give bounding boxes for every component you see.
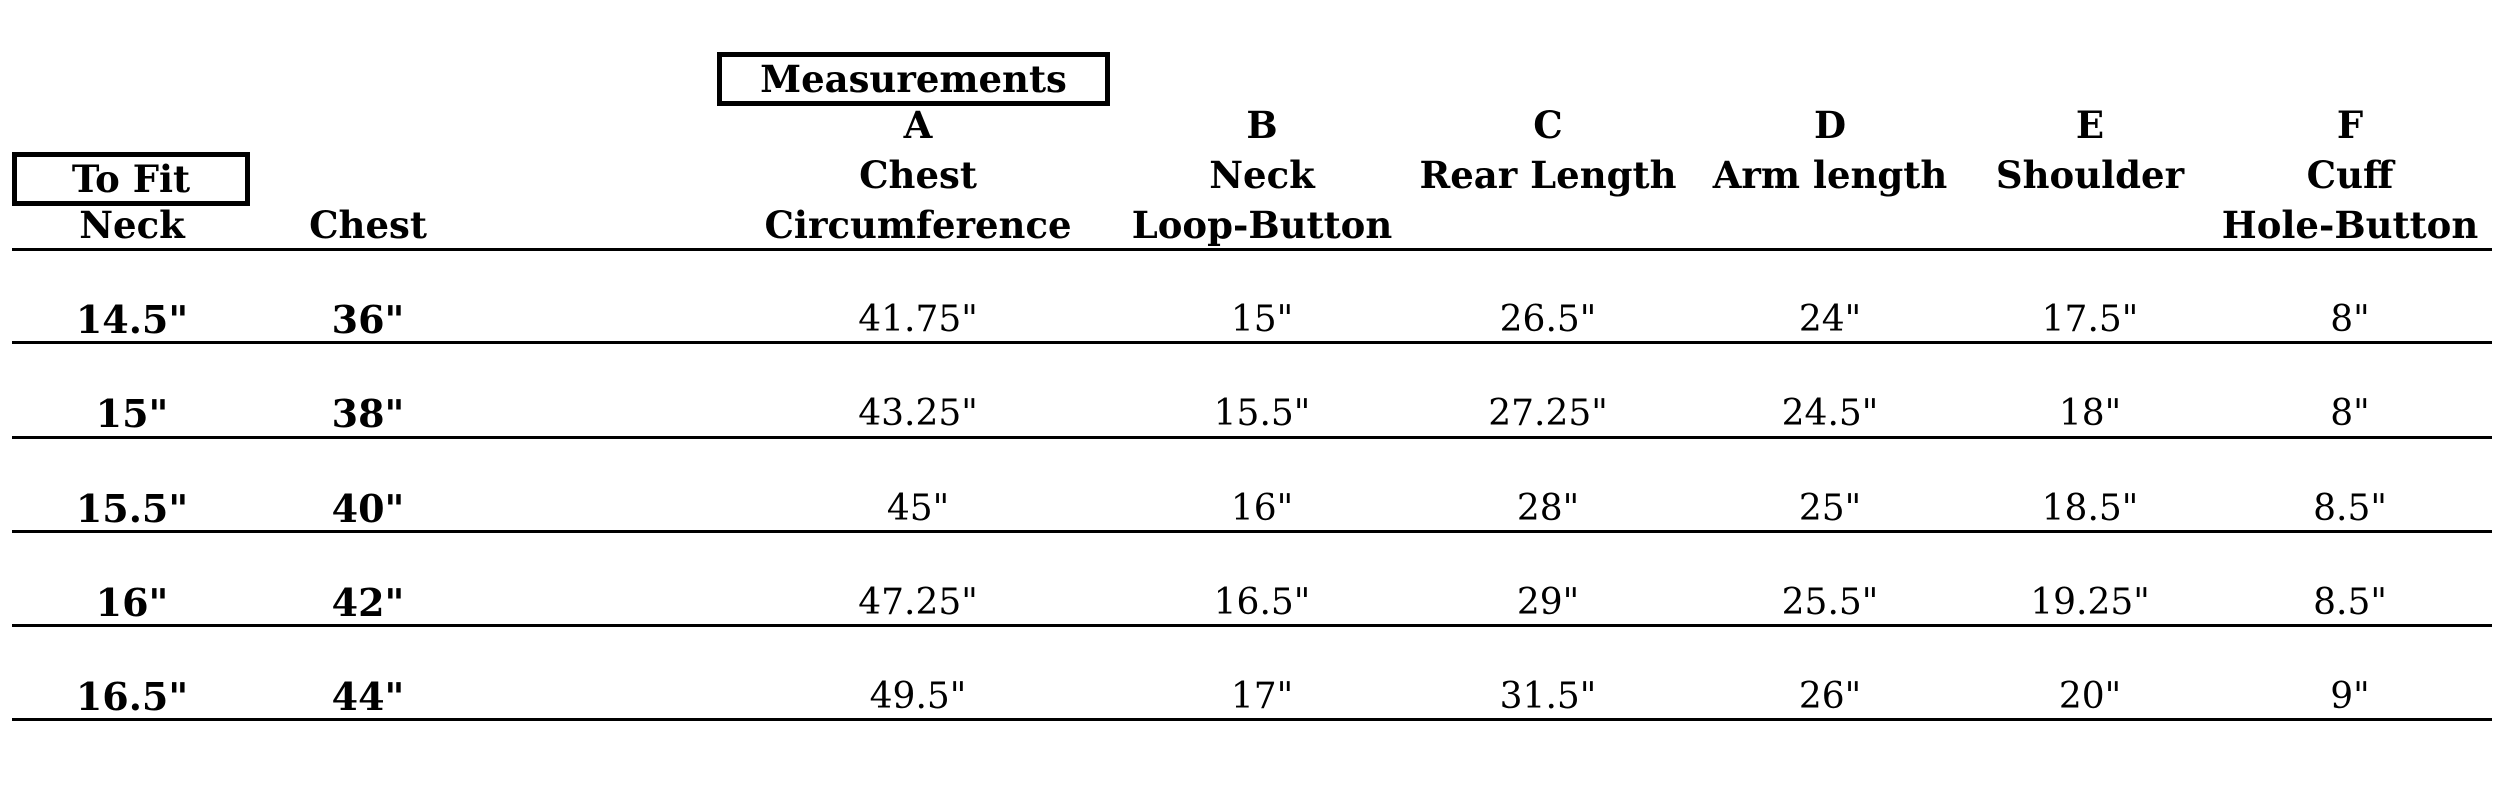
header-b-line-3: Loop-Button [1131,203,1393,247]
cell-b: 17" [1230,676,1294,717]
header-divider [12,248,2492,251]
header-chest-line-3: Chest [309,203,427,247]
header-neck-line-3: Neck [79,203,185,247]
cell-c: 31.5" [1499,676,1597,717]
cell-neck: 16.5" [75,674,189,719]
cell-a: 47.25" [858,582,978,623]
header-a-line-2: Chest [859,153,977,197]
header-b-line-2: Neck [1209,153,1315,197]
cell-a: 43.25" [858,393,978,434]
cell-f: 8" [2330,393,2370,434]
header-a-line-3: Circumference [764,203,1072,247]
cell-a: 49.5" [869,676,967,717]
cell-b: 16" [1230,488,1294,529]
cell-c: 26.5" [1499,299,1597,340]
cell-chest: 36" [331,297,405,342]
header-a-line-1: A [903,103,933,147]
cell-a: 41.75" [858,299,978,340]
cell-d: 24" [1798,299,1862,340]
cell-b: 15.5" [1213,393,1311,434]
cell-f: 8.5" [2313,582,2387,623]
cell-c: 28" [1516,488,1580,529]
cell-e: 18" [2058,393,2122,434]
cell-d: 25.5" [1781,582,1879,623]
cell-chest: 42" [331,580,405,625]
cell-b: 16.5" [1213,582,1311,623]
cell-chest: 40" [331,486,405,531]
measurements-label: Measurements [717,52,1110,106]
cell-c: 27.25" [1488,393,1608,434]
header-d-line-2: Arm length [1712,153,1948,197]
cell-f: 8.5" [2313,488,2387,529]
header-f-line-2: Cuff [2306,153,2394,197]
cell-e: 18.5" [2041,488,2139,529]
cell-neck: 14.5" [75,297,189,342]
header-e-line-1: E [2075,103,2105,147]
header-f-line-3: Hole-Button [2221,203,2479,247]
cell-c: 29" [1516,582,1580,623]
cell-f: 9" [2330,676,2370,717]
cell-b: 15" [1230,299,1294,340]
cell-chest: 44" [331,674,405,719]
cell-chest: 38" [331,391,405,436]
cell-d: 26" [1798,676,1862,717]
cell-e: 17.5" [2041,299,2139,340]
cell-d: 25" [1798,488,1862,529]
header-b-line-1: B [1246,103,1278,147]
to-fit-label: To Fit [12,152,250,206]
cell-e: 20" [2058,676,2122,717]
cell-e: 19.25" [2030,582,2150,623]
cell-neck: 15" [95,391,169,436]
cell-neck: 16" [95,580,169,625]
header-f-line-1: F [2336,103,2364,147]
cell-a: 45" [886,488,950,529]
cell-neck: 15.5" [75,486,189,531]
header-d-line-1: D [1813,103,1847,147]
header-e-line-2: Shoulder [1995,153,2185,197]
header-c-line-1: C [1533,103,1563,147]
header-c-line-2: Rear Length [1419,153,1677,197]
cell-d: 24.5" [1781,393,1879,434]
cell-f: 8" [2330,299,2370,340]
